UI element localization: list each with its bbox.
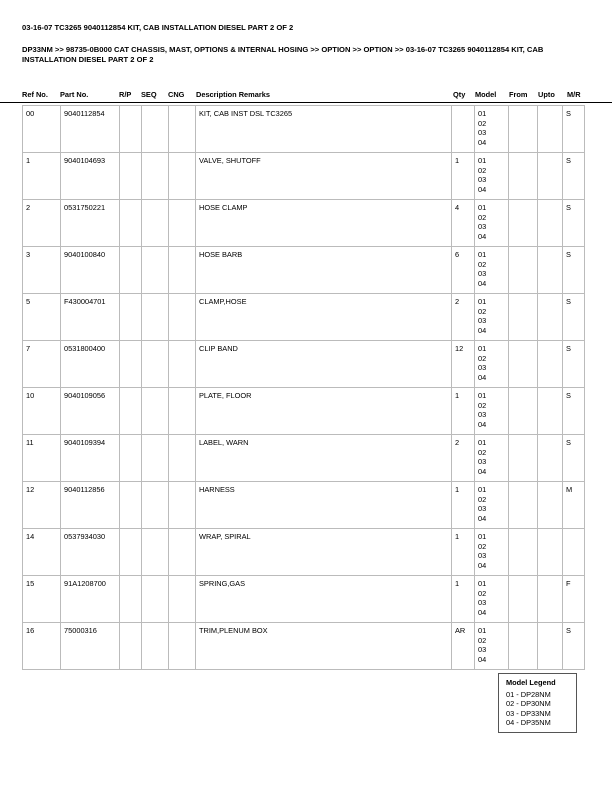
column-header: CNG [168, 90, 185, 99]
cell-empty [169, 106, 196, 153]
cell-part: 9040109394 [61, 435, 120, 482]
table-row [23, 482, 585, 529]
legend-item: 01 - DP28NM [506, 689, 551, 699]
cell-ref: 16 [23, 623, 61, 670]
cell-ref: 3 [23, 247, 61, 294]
cell-empty [538, 529, 563, 576]
cell-part: 9040104693 [61, 153, 120, 200]
cell-empty [120, 106, 142, 153]
column-header: SEQ [141, 90, 157, 99]
column-header: From [509, 90, 528, 99]
cell-ref: 15 [23, 576, 61, 623]
cell-empty [538, 341, 563, 388]
cell-empty [142, 435, 169, 482]
cell-mr: S [563, 247, 585, 294]
column-header: Upto [538, 90, 555, 99]
cell-model: 01 02 03 04 [475, 200, 509, 247]
cell-mr: S [563, 200, 585, 247]
cell-mr: S [563, 623, 585, 670]
cell-empty [120, 294, 142, 341]
cell-desc: KIT, CAB INST DSL TC3265 [196, 106, 452, 153]
cell-ref: 14 [23, 529, 61, 576]
cell-desc: TRIM,PLENUM BOX [196, 623, 452, 670]
cell-part: 9040112856 [61, 482, 120, 529]
table-row [23, 435, 585, 482]
column-header: Qty [453, 90, 466, 99]
cell-ref: 7 [23, 341, 61, 388]
cell-empty [538, 106, 563, 153]
cell-empty [509, 576, 538, 623]
model-legend [498, 673, 577, 733]
cell-desc: HOSE BARB [196, 247, 452, 294]
cell-empty [509, 388, 538, 435]
cell-empty [120, 341, 142, 388]
column-header: Model [475, 90, 497, 99]
cell-desc: WRAP, SPIRAL [196, 529, 452, 576]
cell-empty [538, 247, 563, 294]
cell-qty: 6 [452, 247, 475, 294]
cell-empty [169, 247, 196, 294]
cell-desc: HARNESS [196, 482, 452, 529]
table-row [23, 529, 585, 576]
table-row [23, 200, 585, 247]
cell-empty [169, 294, 196, 341]
cell-empty [120, 435, 142, 482]
cell-mr: M [563, 482, 585, 529]
cell-empty [538, 294, 563, 341]
cell-empty [169, 623, 196, 670]
cell-qty [452, 106, 475, 153]
cell-empty [120, 623, 142, 670]
column-header: M/R [567, 90, 581, 99]
cell-empty [120, 482, 142, 529]
cell-qty: 1 [452, 153, 475, 200]
cell-empty [509, 294, 538, 341]
cell-empty [120, 576, 142, 623]
cell-empty [538, 576, 563, 623]
cell-empty [509, 247, 538, 294]
cell-desc: LABEL, WARN [196, 435, 452, 482]
cell-mr: F [563, 576, 585, 623]
cell-ref: 10 [23, 388, 61, 435]
cell-ref: 1 [23, 153, 61, 200]
cell-model: 01 02 03 04 [475, 482, 509, 529]
cell-qty: AR [452, 623, 475, 670]
cell-qty: 1 [452, 529, 475, 576]
cell-ref: 2 [23, 200, 61, 247]
cell-empty [509, 200, 538, 247]
cell-model: 01 02 03 04 [475, 623, 509, 670]
table-row [23, 341, 585, 388]
cell-part: 9040109056 [61, 388, 120, 435]
page-title: 03-16-07 TC3265 9040112854 KIT, CAB INSTALLATION DIESEL PART 2 OF 2 [22, 23, 294, 32]
cell-mr: S [563, 388, 585, 435]
cell-empty [169, 200, 196, 247]
table-row [23, 388, 585, 435]
cell-empty [142, 153, 169, 200]
cell-part: F430004701 [61, 294, 120, 341]
legend-title: Model Legend [506, 678, 556, 687]
cell-empty [509, 482, 538, 529]
cell-empty [142, 247, 169, 294]
cell-part: 0531750221 [61, 200, 120, 247]
cell-qty: 1 [452, 388, 475, 435]
cell-empty [169, 529, 196, 576]
cell-qty: 1 [452, 576, 475, 623]
parts-table [22, 105, 585, 670]
cell-mr: S [563, 341, 585, 388]
cell-ref: 11 [23, 435, 61, 482]
cell-empty [509, 341, 538, 388]
cell-empty [142, 294, 169, 341]
cell-model: 01 02 03 04 [475, 435, 509, 482]
cell-part: 9040112854 [61, 106, 120, 153]
cell-desc: VALVE, SHUTOFF [196, 153, 452, 200]
cell-mr: S [563, 435, 585, 482]
cell-empty [120, 247, 142, 294]
header-divider [0, 102, 612, 103]
cell-empty [142, 623, 169, 670]
cell-empty [538, 435, 563, 482]
table-row [23, 106, 585, 153]
cell-empty [509, 106, 538, 153]
cell-empty [142, 200, 169, 247]
cell-desc: PLATE, FLOOR [196, 388, 452, 435]
table-row [23, 247, 585, 294]
cell-empty [120, 529, 142, 576]
cell-empty [142, 576, 169, 623]
cell-part: 9040100840 [61, 247, 120, 294]
cell-empty [509, 435, 538, 482]
column-header: Description Remarks [196, 90, 270, 99]
cell-part: 91A1208700 [61, 576, 120, 623]
cell-empty [538, 153, 563, 200]
table-row [23, 576, 585, 623]
legend-item: 04 - DP35NM [506, 718, 551, 727]
cell-empty [538, 200, 563, 247]
cell-part: 75000316 [61, 623, 120, 670]
cell-mr: S [563, 153, 585, 200]
cell-empty [538, 623, 563, 670]
table-row [23, 623, 585, 670]
cell-model: 01 02 03 04 [475, 529, 509, 576]
cell-desc: CLAMP,HOSE [196, 294, 452, 341]
cell-qty: 1 [452, 482, 475, 529]
cell-mr [563, 529, 585, 576]
cell-model: 01 02 03 04 [475, 341, 509, 388]
cell-model: 01 02 03 04 [475, 294, 509, 341]
cell-empty [538, 388, 563, 435]
cell-empty [169, 341, 196, 388]
cell-empty [169, 576, 196, 623]
cell-empty [169, 153, 196, 200]
column-header: Part No. [60, 90, 89, 99]
cell-empty [142, 106, 169, 153]
cell-empty [120, 200, 142, 247]
cell-ref: 00 [23, 106, 61, 153]
cell-empty [120, 388, 142, 435]
cell-desc: CLIP BAND [196, 341, 452, 388]
cell-model: 01 02 03 04 [475, 153, 509, 200]
cell-model: 01 02 03 04 [475, 247, 509, 294]
cell-empty [509, 623, 538, 670]
cell-empty [169, 435, 196, 482]
cell-ref: 12 [23, 482, 61, 529]
cell-empty [120, 153, 142, 200]
cell-model: 01 02 03 04 [475, 388, 509, 435]
legend-item: 02 - DP30NM [506, 699, 551, 708]
cell-qty: 2 [452, 435, 475, 482]
cell-desc: SPRING,GAS [196, 576, 452, 623]
cell-model: 01 02 03 04 [475, 106, 509, 153]
cell-empty [509, 529, 538, 576]
cell-empty [538, 482, 563, 529]
legend-item: 03 - DP33NM [506, 708, 551, 718]
cell-empty [509, 153, 538, 200]
cell-empty [142, 341, 169, 388]
cell-mr: S [563, 294, 585, 341]
breadcrumb: DP33NM >> 98735-0B000 CAT CHASSIS, MAST, OPTIONS & INTERNAL HOSING >> OPTION >> OPTION >> 03-16-07 TC3265 9040112854 KIT, CAB INSTALLATION DIESEL PART 2 OF 2 [22, 45, 544, 64]
cell-empty [169, 388, 196, 435]
cell-qty: 2 [452, 294, 475, 341]
cell-qty: 12 [452, 341, 475, 388]
table-row [23, 153, 585, 200]
cell-part: 0537934030 [61, 529, 120, 576]
cell-qty: 4 [452, 200, 475, 247]
cell-ref: 5 [23, 294, 61, 341]
column-header: Ref No. [22, 90, 48, 99]
cell-empty [142, 529, 169, 576]
cell-model: 01 02 03 04 [475, 576, 509, 623]
cell-empty [142, 482, 169, 529]
cell-empty [142, 388, 169, 435]
cell-part: 0531800400 [61, 341, 120, 388]
cell-mr: S [563, 106, 585, 153]
cell-desc: HOSE CLAMP [196, 200, 452, 247]
table-row [23, 294, 585, 341]
column-header: R/P [119, 90, 132, 99]
cell-empty [169, 482, 196, 529]
